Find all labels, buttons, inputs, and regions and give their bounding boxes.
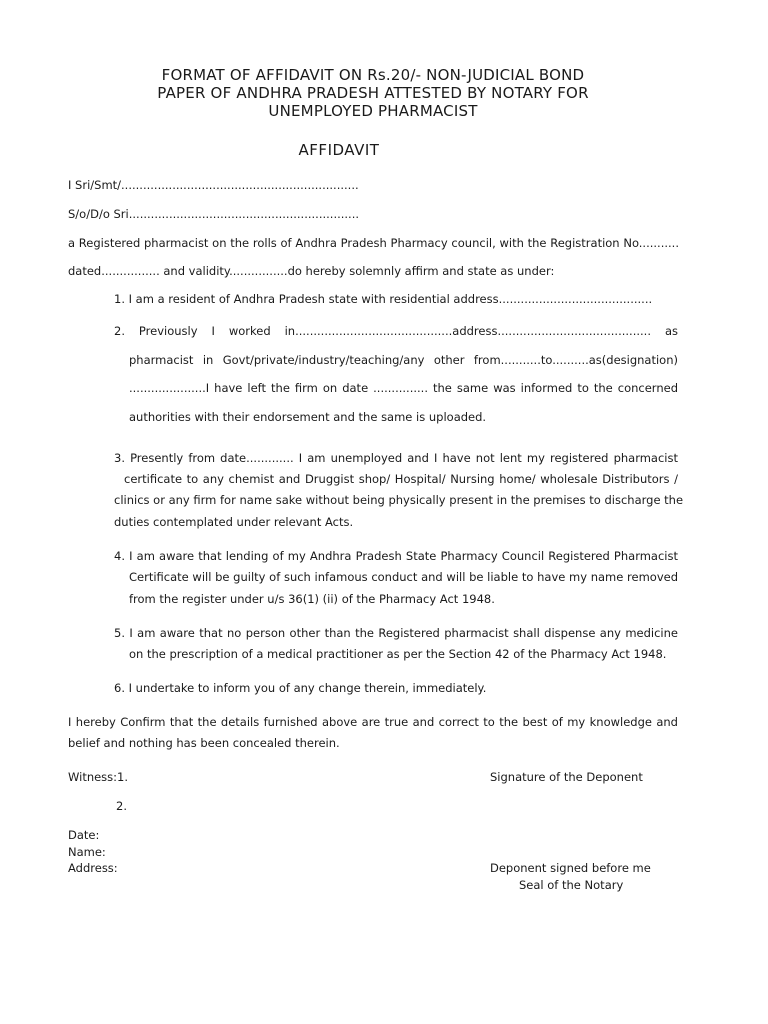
deponent-signed-label: Deponent signed before me	[490, 861, 651, 875]
item-6: 6. I undertake to inform you of any change therein, immediately.	[114, 681, 487, 695]
witness-1-label: Witness:1.	[68, 770, 129, 784]
item-2-line-4: authorities with their endorsement and the same is uploaded.	[129, 410, 487, 424]
item-3-line-4: duties contemplated under relevant Acts.	[114, 515, 354, 529]
title-line-2: PAPER OF ANDHRA PRADESH ATTESTED BY NOTARY FOR	[157, 84, 589, 102]
item-3-line-2: certificate to any chemist and Druggist shop/ Hospital/ Nursing home/ wholesale Distributors /	[124, 472, 678, 486]
confirmation-line-2: belief and nothing has been concealed therein.	[68, 736, 340, 750]
name-label: Name:	[68, 845, 106, 859]
dated-line: dated................ and validity................do hereby solemnly affirm and state as under:	[68, 264, 555, 278]
title-line-1: FORMAT OF AFFIDAVIT ON Rs.20/- NON-JUDICIAL BOND	[161, 66, 585, 84]
deponent-signature-label: Signature of the Deponent	[490, 770, 643, 784]
date-label: Date:	[68, 828, 100, 842]
affidavit-heading: AFFIDAVIT	[298, 141, 380, 159]
item-5-line-2: on the prescription of a medical practitioner as per the Section 42 of the Pharmacy Act 1948.	[129, 647, 667, 661]
item-2-line-1: 2. Previously I worked in...........................................address.......................................... as	[114, 324, 678, 338]
item-2-line-3: .....................I have left the firm on date ............... the same was informed to the concerned	[129, 381, 678, 395]
item-3-line-3: clinics or any firm for name sake without being physically present in the premises to discharge the	[114, 493, 684, 507]
item-2-line-2: pharmacist in Govt/private/industry/teaching/any other from...........to..........as(designation)	[129, 353, 678, 367]
item-4-line-3: from the register under u/s 36(1) (ii) of the Pharmacy Act 1948.	[129, 592, 495, 606]
address-label: Address:	[68, 861, 118, 875]
parent-line: S/o/D/o Sri...............................................................	[68, 207, 360, 221]
notary-seal-label: Seal of the Notary	[519, 878, 624, 892]
item-3-line-1: 3. Presently from date............. I am unemployed and I have not lent my registered pharmacist	[114, 451, 678, 465]
item-1: 1. I am a resident of Andhra Pradesh state with residential address..........................................	[114, 292, 653, 306]
item-4-line-2: Certificate will be guilty of such infamous conduct and will be liable to have my name removed	[129, 570, 678, 584]
item-5-line-1: 5. I am aware that no person other than the Registered pharmacist shall dispense any medicine	[114, 626, 678, 640]
confirmation-line-1: I hereby Confirm that the details furnished above are true and correct to the best of my knowledge and	[68, 715, 678, 729]
item-4-line-1: 4. I am aware that lending of my Andhra Pradesh State Pharmacy Council Registered Pharmacist	[114, 549, 678, 563]
document-title	[0, 66, 746, 120]
title-line-3: UNEMPLOYED PHARMACIST	[268, 102, 478, 120]
name-line: I Sri/Smt/.................................................................	[68, 178, 359, 192]
witness-2-label: 2.	[116, 799, 127, 813]
registration-line: a Registered pharmacist on the rolls of Andhra Pradesh Pharmacy council, with the Registration No...........	[68, 236, 679, 250]
